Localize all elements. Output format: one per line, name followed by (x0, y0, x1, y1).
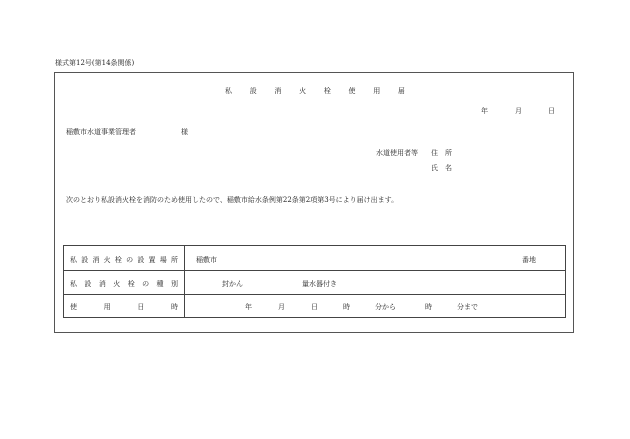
datetime-minutes-from: 分から (375, 303, 396, 311)
datetime-hour-end: 時 (425, 303, 432, 311)
row-divider (64, 294, 565, 295)
row-label-type: 私 設 消 火 栓 の 種 別 (70, 280, 178, 288)
type-option-sealed: 封かん (222, 280, 243, 288)
applicant-label: 水道使用者等 (376, 149, 418, 157)
name-label: 氏 名 (431, 164, 452, 172)
row-divider (64, 270, 565, 271)
date-day-label: 日 (548, 107, 555, 115)
title-char: 設 (249, 87, 257, 95)
datetime-minutes-to: 分まで (457, 303, 478, 311)
title-char: 消 (274, 87, 282, 95)
title-char: 用 (373, 87, 381, 95)
type-option-meter: 量水器付き (302, 280, 337, 288)
row-label-datetime: 使 用 日 時 (70, 303, 178, 311)
body-text: 次のとおり私設消火栓を消防のため使用したので、稲敷市給水条例第22条第2項第3号により届け出ます。 (66, 196, 399, 204)
datetime-hour: 時 (343, 303, 350, 311)
date-year-label: 年 (481, 107, 488, 115)
title-char: 栓 (323, 87, 331, 95)
title-char: 使 (348, 87, 356, 95)
form-number-note: 様式第12号(第14条関係) (55, 59, 135, 67)
addressee-honorific: 様 (181, 128, 188, 136)
column-divider (184, 246, 185, 317)
usage-table (63, 245, 566, 318)
location-city: 稲敷市 (196, 256, 217, 264)
row-label-location: 私 設 消 火 栓 の 設 置 場 所 (70, 256, 178, 264)
date-month-label: 月 (515, 107, 522, 115)
title-char: 私 (225, 87, 232, 95)
datetime-year: 年 (245, 303, 252, 311)
datetime-month: 月 (278, 303, 285, 311)
title-char: 届 (397, 87, 405, 95)
datetime-day: 日 (311, 303, 318, 311)
location-suffix: 番地 (522, 256, 536, 264)
addressee: 稲敷市水道事業管理者 (66, 128, 136, 136)
form-title (225, 86, 405, 96)
address-label: 住 所 (431, 149, 452, 157)
title-char: 火 (299, 87, 307, 95)
